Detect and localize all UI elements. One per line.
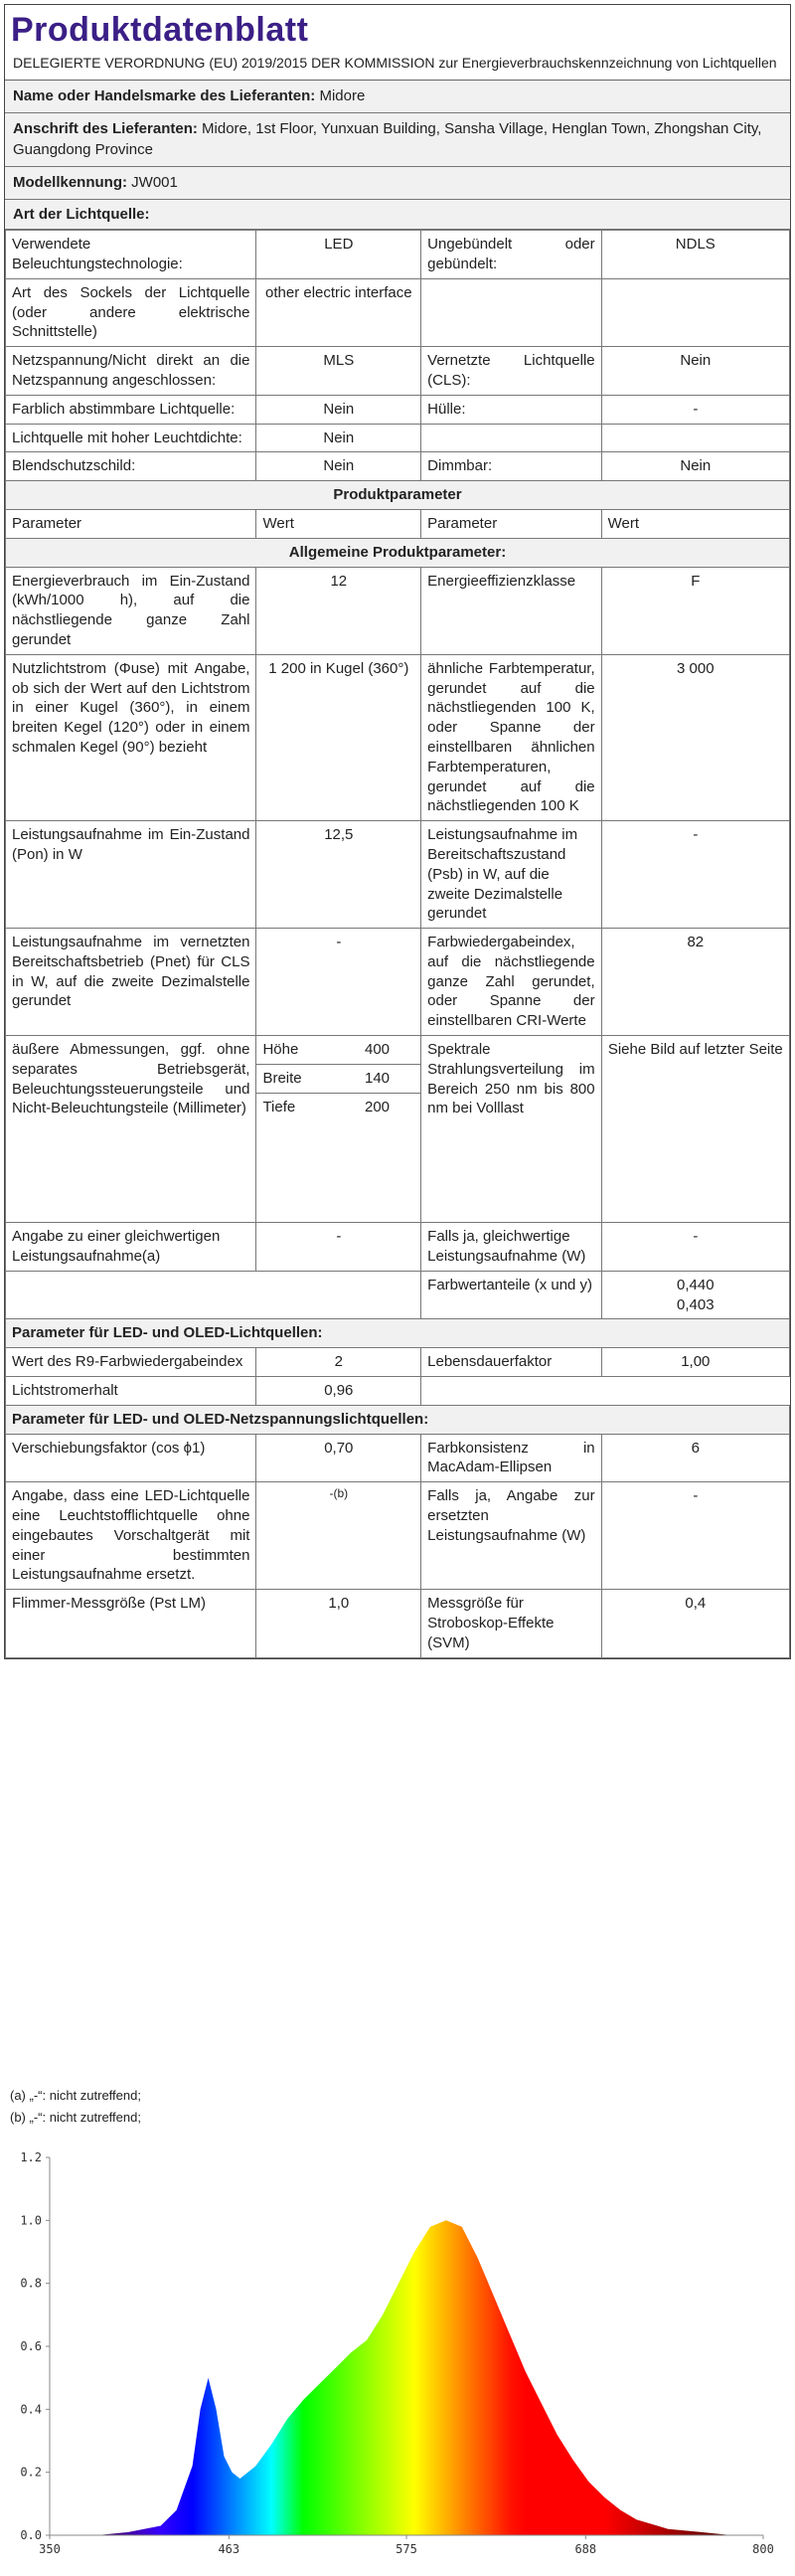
cell-value: - (601, 821, 789, 929)
table-row (6, 929, 790, 1036)
y-tick-label: 0.2 (20, 2465, 42, 2480)
cell-value: - (256, 929, 421, 1036)
width-label: Breite (256, 1064, 333, 1093)
cell-value: Nein (256, 395, 421, 424)
cell-value: 0,70 (256, 1434, 421, 1482)
page-title: Produktdatenblatt (11, 11, 309, 49)
supplier-address-label: Anschrift des Lieferanten: (13, 120, 198, 138)
table-row (256, 1064, 420, 1093)
cell-value: Nein (601, 347, 789, 396)
cell-label: Spektrale Strahlungsverteilung im Bereich 250 nm bis 800 nm bei Volllast (421, 1036, 601, 1223)
table-row (6, 1036, 790, 1223)
y-tick-label: 1.0 (20, 2213, 42, 2228)
supplier-address-value: Midore, 1st Floor, Yunxuan Building, Sansha Village, Henglan Town, Zhongshan City, Guangdong Province (13, 120, 762, 158)
cell-label: Energieverbrauch im Ein-Zustand (kWh/1000 h), auf die nächstliegende ganze Zahl gerundet (6, 567, 256, 654)
cell-value: MLS (256, 347, 421, 396)
empty-cell (6, 1271, 256, 1319)
cell-value: -(b) (256, 1482, 421, 1590)
cell-label: Blendschutzschild: (6, 452, 256, 481)
cell-label (421, 278, 601, 346)
table-row (256, 1036, 420, 1064)
table-row (6, 1271, 790, 1319)
table-row (6, 1482, 790, 1590)
supplier-name-label: Name oder Handelsmarke des Lieferanten: (13, 87, 316, 105)
cell-label: Leistungsaufnahme im Bereitschaftszustand (Psb) in W, auf die zweite Dezimalstelle gerundet (421, 821, 601, 929)
cell-label: Lichtstromerhalt (6, 1376, 256, 1405)
x-tick-label: 800 (752, 2542, 774, 2556)
depth-value: 200 (364, 1098, 391, 1116)
cell-label: Netzspannung/Nicht direkt an die Netzspannung angeschlossen: (6, 347, 256, 396)
cell-value: 2 (256, 1348, 421, 1377)
cell-value: 82 (601, 929, 789, 1036)
table-row (6, 231, 790, 279)
supplier-name-row (5, 81, 790, 113)
general-params-heading: Allgemeine Produktparameter: (6, 538, 790, 567)
plot-area (97, 2220, 763, 2535)
empty-cell (256, 1271, 421, 1319)
spectrum-chart (0, 2118, 795, 2576)
table-row (6, 278, 790, 346)
cell-label: Farbwiedergabeindex, auf die nächstliegende ganze Zahl gerundet, oder Spanne der einstellbaren CRI-Werte (421, 929, 601, 1036)
cell-value: Siehe Bild auf letzter Seite (601, 1036, 789, 1223)
table-row (6, 821, 790, 929)
cell-value: - (256, 1223, 421, 1272)
width-value: 140 (334, 1064, 420, 1093)
product-datasheet (4, 4, 791, 1659)
cell-value: other electric interface (256, 278, 421, 346)
spectrum-area (97, 2220, 763, 2535)
cell-label: Art des Sockels der Lichtquelle (oder andere elektrische Schnittstelle) (6, 278, 256, 346)
cell-label: Wert des R9-Farbwiedergabeindex (6, 1348, 256, 1377)
table-row (6, 1036, 420, 1222)
cell-label: Farbwertanteile (x und y) (421, 1271, 601, 1319)
table-row (6, 452, 790, 481)
x-tick-label: 688 (574, 2542, 597, 2556)
height-label: Höhe (256, 1036, 333, 1064)
cell-value: 12 (256, 567, 421, 654)
table-row (6, 567, 790, 654)
table-row (6, 347, 790, 396)
cell-value (601, 424, 789, 452)
cell-value: - (601, 395, 789, 424)
page-subtitle: DELEGIERTE VERORDNUNG (EU) 2019/2015 DER KOMMISSION zur Energieverbrauchskennzeichnung von Lichtquellen (5, 52, 790, 81)
model-row (5, 167, 790, 200)
cell-value: 1,0 (256, 1590, 421, 1657)
y-tick-label: 0.6 (20, 2339, 42, 2353)
cell-label: Verwendete Beleuchtungstechnologie: (6, 231, 256, 279)
cell-label: Ungebündelt oder gebündelt: (421, 231, 601, 279)
y-tick-label: 0.4 (20, 2402, 42, 2417)
cell-label: Lichtquelle mit hoher Leuchtdichte: (6, 424, 256, 452)
table-row (256, 1093, 420, 1222)
cell-label: Nutzlichtstrom (Φuse) mit Angabe, ob sich der Wert auf den Lichtstrom in einer Kugel (360°), in einem breiten Kegel (120°) oder in einem schmalen Kegel (90°) bezieht (6, 654, 256, 820)
dimensions-cell (6, 1036, 421, 1223)
cell-value: 12,5 (256, 821, 421, 929)
cell-value: 1 200 in Kugel (360°) (256, 654, 421, 820)
cell-value: 0,96 (256, 1376, 421, 1405)
cell-label: Falls ja, gleichwertige Leistungsaufnahme (W) (421, 1223, 601, 1272)
cell-label: Flimmer-Messgröße (Pst LM) (6, 1590, 256, 1657)
supplier-name-value: Midore (319, 87, 366, 105)
cell-value: - (601, 1223, 789, 1272)
footnote-a: (a) „-“: nicht zutreffend; (10, 2088, 141, 2103)
cell-label (421, 424, 601, 452)
cell-label: Falls ja, Angabe zur ersetzten Leistungsaufnahme (W) (421, 1482, 601, 1590)
table-row (6, 1348, 790, 1377)
table-row (6, 1319, 790, 1348)
lightsource-heading: Art der Lichtquelle: (5, 200, 790, 230)
cell-value: 3 000 (601, 654, 789, 820)
table-row (6, 1590, 790, 1657)
dimensions-table (6, 1036, 420, 1222)
empty-cell (421, 1376, 790, 1405)
cell-value: - (601, 1482, 789, 1590)
cell-label: Energieeffizienzklasse (421, 567, 601, 654)
cell-value: 0,4 (601, 1590, 789, 1657)
table-row (6, 1405, 790, 1434)
table-row (6, 395, 790, 424)
cell-label: Vernetzte Lichtquelle (CLS): (421, 347, 601, 396)
column-header: Parameter (421, 509, 601, 538)
cell-label: Leistungsaufnahme im vernetzten Bereitschaftsbetrieb (Pnet) für CLS in W, auf die zweite Dezimalstelle gerundet (6, 929, 256, 1036)
column-header: Parameter (6, 509, 256, 538)
led-heading: Parameter für LED- und OLED-Lichtquellen: (6, 1319, 790, 1348)
table-header-row (6, 509, 790, 538)
column-header: Wert (601, 509, 789, 538)
y-tick-label: 0.0 (20, 2528, 42, 2542)
model-value: JW001 (131, 173, 178, 191)
cell-value: NDLS (601, 231, 789, 279)
table-row (6, 1434, 790, 1482)
column-header: Wert (256, 509, 421, 538)
cell-label: Angabe, dass eine LED-Lichtquelle eine Leuchtstofflichtquelle ohne eingebautes Vorschaltgerät mit einer bestimmten Leistungsaufnahme ersetzt. (6, 1482, 256, 1590)
table-row (6, 538, 790, 567)
cell-value: LED (256, 231, 421, 279)
dimensions-label: äußere Abmessungen, ggf. ohne separates Betriebsgerät, Beleuchtungssteuerungsteile und Nicht-Beleuchtungsteile (Millimeter) (6, 1036, 256, 1222)
depth-label: Tiefe (262, 1098, 296, 1116)
model-label: Modellkennung: (13, 173, 127, 191)
cell-label: ähnliche Farbtemperatur, gerundet auf die nächstliegenden 100 K, oder Spanne der einstellbaren ähnlichen Farbtemperaturen, gerundet auf die nächstliegenden 100 K (421, 654, 601, 820)
cell-value: F (601, 567, 789, 654)
x-tick-label: 575 (396, 2542, 417, 2556)
params-heading: Produktparameter (6, 481, 790, 510)
cell-value: Nein (256, 452, 421, 481)
cell-label: Verschiebungsfaktor (cos ϕ1) (6, 1434, 256, 1482)
cell-label: Leistungsaufnahme im Ein-Zustand (Pon) in W (6, 821, 256, 929)
cell-label: Farblich abstimmbare Lichtquelle: (6, 395, 256, 424)
cell-label: Messgröße für Stroboskop-Effekte (SVM) (421, 1590, 601, 1657)
y-tick-label: 0.8 (20, 2276, 42, 2291)
lightsource-table (5, 230, 790, 1657)
cell-label: Lebensdauerfaktor (421, 1348, 601, 1377)
table-row (6, 1376, 790, 1405)
table-row (6, 481, 790, 510)
cell-label: Hülle: (421, 395, 601, 424)
cell-value: Nein (256, 424, 421, 452)
footnote-b: (b) „-“: nicht zutreffend; (10, 2110, 141, 2126)
cell-label: Dimmbar: (421, 452, 601, 481)
table-row (6, 1223, 790, 1272)
dimensions-subtable (256, 1036, 420, 1222)
chroma-x: 0,440 (677, 1276, 715, 1293)
spectrum-svg (0, 2118, 795, 2576)
chroma-y: 0,403 (677, 1295, 715, 1313)
cell-label: Farbkonsistenz in MacAdam-Ellipsen (421, 1434, 601, 1482)
mains-heading: Parameter für LED- und OLED-Netzspannungslichtquellen: (6, 1405, 790, 1434)
dimensions-values (256, 1036, 420, 1222)
cell-value: Nein (601, 452, 789, 481)
cell-value: 6 (601, 1434, 789, 1482)
height-value: 400 (334, 1036, 420, 1064)
cell-value: 1,00 (601, 1348, 789, 1377)
supplier-address-row (5, 113, 790, 167)
cell-value (601, 278, 789, 346)
table-row (6, 424, 790, 452)
x-tick-label: 463 (218, 2542, 240, 2556)
table-row (6, 654, 790, 820)
cell-label: Angabe zu einer gleichwertigen Leistungsaufnahme(a) (6, 1223, 256, 1272)
y-tick-label: 1.2 (20, 2150, 42, 2164)
x-tick-label: 350 (39, 2542, 61, 2556)
chroma-values (601, 1271, 789, 1319)
